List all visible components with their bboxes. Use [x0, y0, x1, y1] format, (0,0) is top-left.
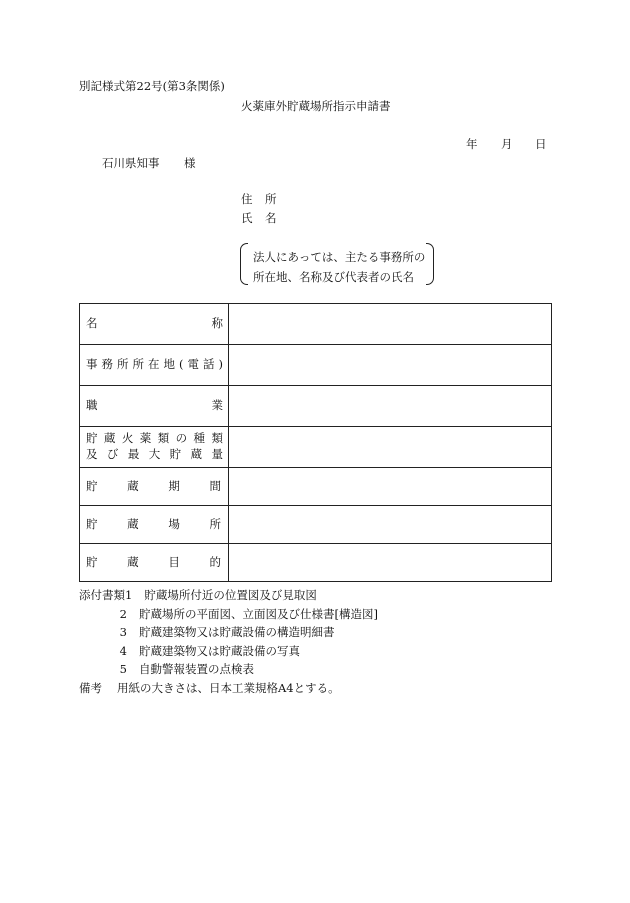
date-year-label: 年 [466, 137, 478, 151]
label-occupation: 職 業 [80, 386, 229, 427]
attachment-number: 2 [119, 606, 127, 621]
date-day-label: 日 [535, 137, 547, 151]
value-storage-location[interactable] [229, 506, 552, 544]
label-explosive-type: 貯 蔵 火 薬 類 の 種 類 及 び 最 大 貯 蔵 量 [80, 427, 229, 468]
corporate-note-line-1: 法人にあっては、主たる事務所の [253, 250, 426, 264]
value-explosive-type[interactable] [229, 427, 552, 468]
corporate-note-line-2: 所在地、名称及び代表者の氏名 [253, 270, 414, 284]
label-storage-location: 貯 蔵 場 所 [80, 506, 229, 544]
remarks [79, 679, 378, 698]
table-row-storage-period [80, 468, 552, 506]
name-label-char-2: 名 [265, 211, 277, 225]
right-bracket [426, 243, 434, 285]
left-bracket [240, 243, 248, 285]
attachment-item-2 [79, 605, 378, 624]
attachment-number: 3 [119, 625, 127, 639]
name-label-char-1: 氏 [241, 211, 253, 225]
date-month-label: 月 [501, 137, 513, 151]
label-name: 名 称 [80, 304, 229, 345]
table-row-name [80, 304, 552, 345]
addressee-honorific: 様 [184, 156, 196, 170]
attachment-item-5 [79, 660, 378, 679]
attachments-heading: 添付書類 [79, 588, 125, 602]
attachment-text: 貯蔵建築物又は貯蔵設備の構造明細書 [139, 625, 335, 639]
attachment-text: 自動警報装置の点検表 [139, 662, 254, 676]
attachment-item-3 [79, 623, 378, 642]
addressee-name: 石川県知事 [102, 156, 160, 170]
value-name[interactable] [229, 304, 552, 345]
table-row-explosive-type [80, 427, 552, 468]
address-label-char-2: 所 [265, 192, 277, 206]
attachment-number: 4 [119, 643, 127, 658]
corporate-note [240, 243, 434, 285]
attachment-number: 1 [125, 588, 133, 602]
label-storage-period: 貯 蔵 期 間 [80, 468, 229, 506]
attachment-text: 貯蔵建築物又は貯蔵設備の写真 [139, 643, 300, 658]
table-row-occupation [80, 386, 552, 427]
value-occupation[interactable] [229, 386, 552, 427]
remarks-text: 用紙の大きさは、日本工業規格A4とする。 [117, 680, 340, 695]
remarks-heading: 備考 [79, 680, 102, 695]
label-office-location: 事 務 所 所 在 地 ( 電 話 ) [80, 345, 229, 386]
attachment-number: 5 [119, 662, 127, 676]
attachment-text: 貯蔵場所付近の位置図及び見取図 [144, 588, 317, 602]
attachment-item-1 [79, 586, 378, 605]
table-row-storage-purpose [80, 544, 552, 582]
address-label-char-1: 住 [241, 192, 253, 206]
label-storage-purpose: 貯 蔵 目 的 [80, 544, 229, 582]
attachments-section [79, 586, 378, 697]
form-number: 別記様式第22号(第3条関係) [79, 79, 225, 93]
table-row-office-location [80, 345, 552, 386]
value-storage-purpose[interactable] [229, 544, 552, 582]
attachment-item-4 [79, 642, 378, 661]
value-office-location[interactable] [229, 345, 552, 386]
value-storage-period[interactable] [229, 468, 552, 506]
table-row-storage-location [80, 506, 552, 544]
document-title: 火薬庫外貯蔵場所指示申請書 [241, 99, 391, 113]
attachment-text: 貯蔵場所の平面図、立面図及び仕様書[構造図] [139, 606, 378, 621]
application-table [79, 303, 552, 582]
